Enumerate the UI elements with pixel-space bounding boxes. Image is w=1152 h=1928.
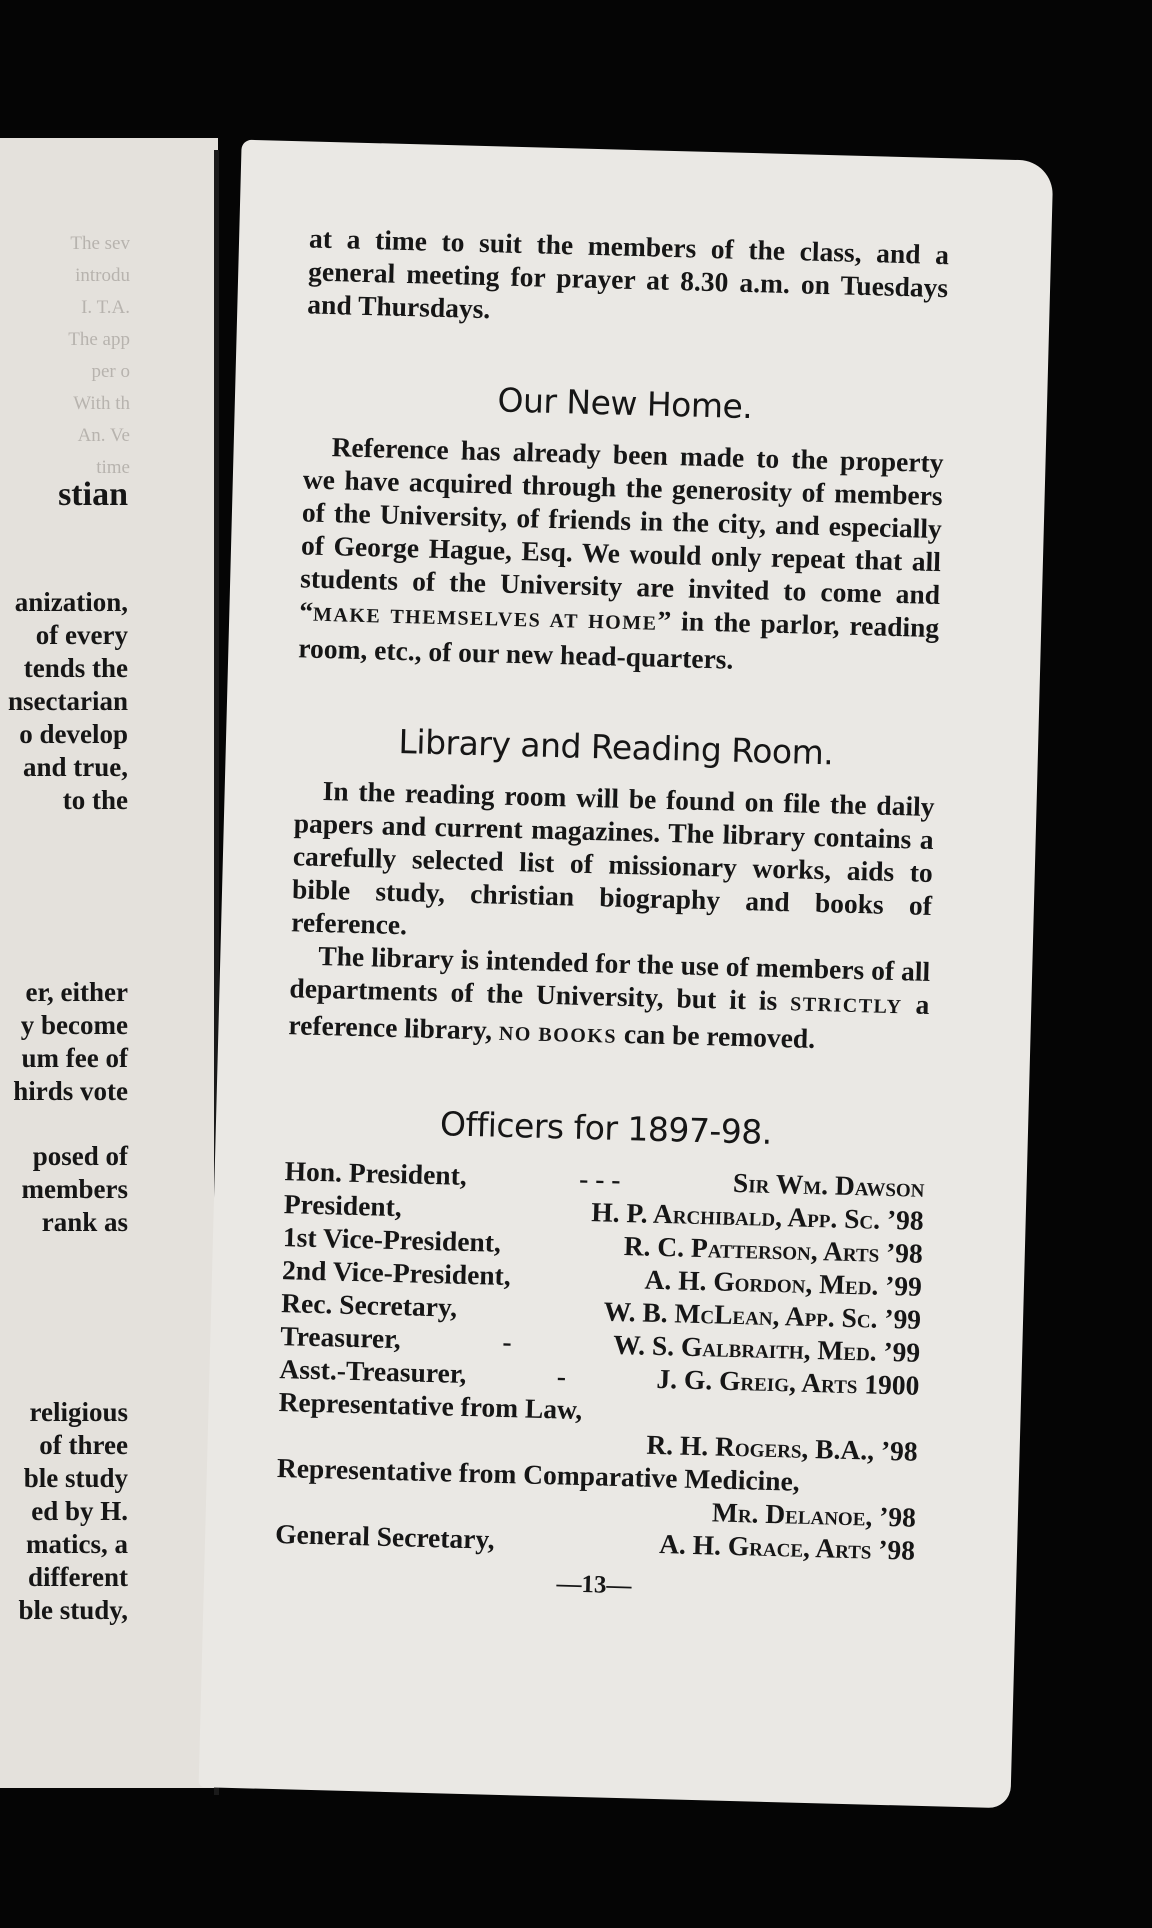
leader-dots: - bbox=[556, 1360, 567, 1392]
ghost-line: The sev bbox=[70, 233, 130, 254]
officer-role: General Secretary, bbox=[274, 1518, 495, 1555]
heading-library: Library and Reading Room. bbox=[398, 721, 834, 773]
left-line: ed by H. bbox=[31, 1496, 128, 1526]
officer-role: Hon. President, bbox=[284, 1155, 468, 1191]
officer-role: Treasurer, bbox=[280, 1320, 402, 1355]
ghost-line: I. T.A. bbox=[81, 297, 130, 318]
left-line: stian bbox=[58, 476, 128, 513]
left-block-2 bbox=[0, 976, 128, 1108]
officer-name: A. H. Gordon, Med. ’99 bbox=[644, 1263, 923, 1302]
left-line: matics, a bbox=[26, 1529, 128, 1559]
home-text-end: ” in the parlor, reading room, etc., of our new head-quarters. bbox=[298, 604, 940, 675]
ghost-line: The app bbox=[68, 329, 130, 350]
home-paragraph bbox=[298, 429, 944, 681]
home-text: Reference has already been made to the property we have acquired through the generosity of members of the University, of friends in the city, and especially of George Hague, Esq. We would only repeat that all students of the University are invited to come and “ bbox=[298, 431, 944, 627]
officer-name: R. H. Rogers, B.A., ’98 bbox=[646, 1428, 919, 1467]
left-block-4 bbox=[0, 1396, 128, 1627]
ghost-line: With th bbox=[73, 393, 130, 414]
left-line: different bbox=[28, 1562, 128, 1592]
left-line: ble study bbox=[23, 1463, 128, 1493]
heading-our-new-home: Our New Home. bbox=[497, 380, 753, 427]
left-line: ble study, bbox=[18, 1595, 128, 1625]
adjacent-page bbox=[0, 138, 218, 1788]
officer-role: Asst.-Treasurer, bbox=[279, 1353, 467, 1389]
left-line: tends the bbox=[23, 653, 128, 683]
library-text: The library is intended for the use of members of all departments of the University, but it is bbox=[289, 939, 931, 1017]
officer-role: Rec. Secretary, bbox=[280, 1287, 458, 1323]
leader-dots: - - - bbox=[578, 1162, 621, 1195]
bleed-through-text bbox=[10, 228, 130, 484]
officer-name: H. P. Archibald, App. Sc. ’98 bbox=[590, 1196, 925, 1236]
left-line: nsectarian bbox=[8, 686, 128, 716]
left-block-3 bbox=[0, 1140, 128, 1239]
left-block-1 bbox=[0, 586, 128, 817]
left-line: religious bbox=[29, 1397, 128, 1427]
left-line: to the bbox=[62, 785, 128, 815]
ghost-line: An. Ve bbox=[77, 425, 130, 446]
left-line: er, either bbox=[25, 977, 128, 1007]
officer-name: A. H. Grace, Arts ’98 bbox=[658, 1528, 916, 1566]
officer-role: Representative from Law, bbox=[278, 1386, 583, 1426]
officer-role: Representative from Comparative Medicine, bbox=[276, 1452, 801, 1497]
officer-role: 1st Vice-President, bbox=[282, 1221, 502, 1258]
heading-officers: Officers for 1897-98. bbox=[439, 1104, 773, 1152]
library-strictly: STRICTLY bbox=[789, 993, 903, 1019]
officer-role: President, bbox=[283, 1188, 403, 1223]
ghost-line: introdu bbox=[75, 265, 130, 286]
book-page bbox=[199, 140, 1054, 1809]
library-paragraph-2 bbox=[288, 938, 931, 1062]
left-line: of every bbox=[35, 620, 128, 650]
library-paragraph-1: In the reading room will be found on file the daily papers and current magazines. The library contains a carefully selected list of missionary works, aids to bible study, christian biography and books of reference. bbox=[290, 775, 935, 941]
officer-name: W. B. McLean, App. Sc. ’99 bbox=[603, 1295, 922, 1335]
home-emphasis: MAKE THEMSELVES AT HOME bbox=[312, 603, 658, 635]
left-line: rank as bbox=[41, 1207, 128, 1237]
leader-dots: - bbox=[502, 1325, 513, 1358]
left-line: um fee of bbox=[21, 1043, 128, 1073]
left-line: of three bbox=[39, 1430, 128, 1460]
page-number: —13— bbox=[556, 1570, 632, 1600]
officer-name: R. C. Patterson, Arts ’98 bbox=[623, 1230, 924, 1269]
left-heading-fragment bbox=[0, 478, 128, 511]
officers-list bbox=[275, 1154, 925, 1567]
officer-name: Sir Wm. Dawson bbox=[732, 1166, 925, 1203]
ghost-line: per o bbox=[91, 361, 130, 382]
opening-paragraph: at a time to suit the members of the class, and a general meeting for prayer at 8.30 a.m. on Tuesdays and Thursdays. bbox=[307, 222, 950, 325]
officer-name: W. S. Galbraith, Med. ’99 bbox=[612, 1328, 921, 1368]
library-text-mid: a reference library, bbox=[288, 988, 930, 1046]
officer-name: Mr. Delanoe, ’98 bbox=[711, 1496, 917, 1533]
library-text-end: can be removed. bbox=[616, 1017, 816, 1054]
library-no-books: NO BOOKS bbox=[498, 1022, 618, 1048]
page-content bbox=[274, 221, 950, 1609]
officer-role: 2nd Vice-President, bbox=[281, 1254, 512, 1292]
left-line: posed of bbox=[32, 1141, 128, 1171]
ghost-line: time bbox=[96, 457, 130, 478]
left-line: anization, bbox=[14, 587, 128, 617]
left-line: members bbox=[21, 1174, 128, 1204]
left-line: and true, bbox=[22, 752, 128, 782]
officer-name: J. G. Greig, Arts 1900 bbox=[656, 1362, 920, 1401]
left-line: y become bbox=[20, 1010, 128, 1040]
left-line: hirds vote bbox=[13, 1076, 128, 1106]
left-line: o develop bbox=[19, 719, 128, 749]
